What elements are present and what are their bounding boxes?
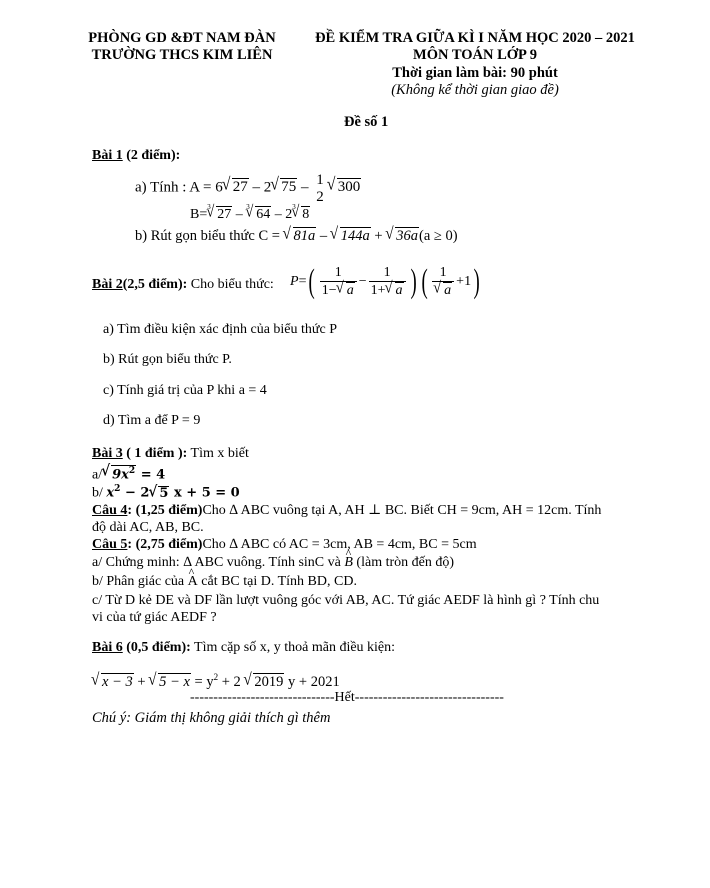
exam-title: ĐỀ KIỂM TRA GIỮA KÌ I NĂM HỌC 2020 – 2021 — [315, 30, 635, 46]
sqrt-2019: √ 2019 — [244, 673, 284, 691]
bai6-title: Bài 6 — [92, 640, 123, 655]
frac-1-minus: $\frac{1}{1-√ a}$ — [320, 265, 357, 299]
sqrt-5: √ 5 — [149, 486, 169, 502]
bai6-equation: √ x − 3 + √ $5 - x = y^2 + 2$ √ 2019 y + 2021 — [92, 672, 340, 691]
bai1-b: B= √ 3 27 – √ 3 64 – 2 √ 3 8 — [190, 206, 310, 224]
bai3-points: ( 1 điểm ): — [122, 446, 188, 461]
bai2-title: Bài 2 — [92, 277, 123, 292]
bai3-title: Bài 3 — [92, 446, 123, 461]
cau4-title: Câu 4 — [92, 503, 128, 518]
bai1-points: (2 điểm): — [122, 148, 181, 163]
sqrt-9x2: √ $9x^2$ — [102, 465, 136, 483]
cbrt-8: √ 3 8 — [292, 206, 310, 224]
sqrt-81a: √ 81a — [284, 227, 317, 245]
sqrt-36a: √ 36a — [386, 227, 419, 245]
bai3-a: a/√ $9x^2 = 4$ — [92, 465, 165, 484]
end-marker: -------------------------------Hết-------------------------------- — [190, 690, 504, 705]
bai2-points: (2,5 điểm): — [122, 277, 188, 292]
header-left — [82, 30, 282, 65]
frac-1-sqrt-a: 1 √ a — [432, 265, 454, 299]
cbrt-27: √ 3 27 — [207, 206, 232, 224]
bai2-formula: P = ( $\frac{1}{1-√ a}$ − $\frac{1}{1+√ a}$ ) ( 1 √ a +1 ) — [290, 259, 482, 305]
duration-note: (Không kể thời gian giao đề) — [391, 82, 559, 99]
angle-a: ^ A — [188, 574, 198, 591]
bai2-item-a: a) Tìm điều kiện xác định của biểu thức P — [103, 322, 337, 337]
bai2-item-c: c) Tính giá trị của P khi a = 4 — [103, 383, 267, 398]
bai1-a: a) Tính : A = 6√ 27 – 2√ 75 – 1 2 √ 300 — [135, 172, 361, 207]
duration: Thời gian làm bài: 90 phút — [392, 64, 558, 81]
bai1-c: b) Rút gọn biểu thức C = √ 81a – √ 144a + √ 36a(a ≥ 0) — [135, 227, 458, 245]
bai1-a-prefix: a) Tính : A = 6 — [135, 179, 223, 196]
frac-1-plus: $\frac{1}{1+√ a}$ — [369, 265, 406, 299]
cau5-line1: Câu 5: (2,75 điểm)Cho ∆ ABC có AC = 3cm, AB = 4cm, BC = 5cm — [92, 537, 477, 552]
cau5-title: Câu 5 — [92, 537, 128, 552]
angle-b: ^ B — [344, 555, 353, 572]
sqrt-75: √ 75 — [271, 178, 297, 196]
sqrt-x-minus-3: √ x − 3 — [92, 673, 134, 691]
cau5-points: : (2,75 điểm) — [127, 537, 203, 552]
fraction-half: 1 2 — [316, 172, 324, 206]
cau5-c-line2: vi của tứ giác AEDF ? — [92, 610, 217, 625]
proctor-note: Chú ý: Giám thị không giải thích gì thêm — [92, 710, 331, 726]
department-name: PHÒNG GD &ĐT NAM ĐÀN — [88, 30, 276, 46]
bai6-points: (0,5 điểm): — [122, 640, 191, 655]
bai2-item-b: b) Rút gọn biểu thức P. — [103, 352, 232, 367]
bai1-heading — [92, 148, 180, 165]
bai6-heading: Bài 6 (0,5 điểm): Tìm cặp số x, y thoả mãn điều kiện: — [92, 640, 396, 655]
bai3-b: b/ $x^2 - 2√$ 5 x + 5 = 0 — [92, 484, 240, 502]
cau4-points: : (1,25 điểm) — [127, 503, 203, 518]
sqrt-27: √ 27 — [223, 178, 249, 196]
cau4-line2: độ dài AC, AB, BC. — [92, 520, 204, 535]
paren-open-2: ( — [421, 263, 428, 300]
paren-open: ( — [309, 263, 316, 300]
exam-code: Đề số 1 — [344, 114, 389, 130]
sqrt-300: √ 300 — [328, 178, 362, 196]
paren-close-2: ) — [473, 263, 480, 300]
header-right — [300, 30, 650, 100]
sqrt-5-minus-x: √ 5 − x — [149, 673, 191, 691]
cau4-line1: Câu 4: (1,25 điểm)Cho ∆ ABC vuông tại A, AH ⊥ BC. Biết CH = 9cm, AH = 12cm. Tính — [92, 503, 602, 518]
subject-title: MÔN TOÁN LỚP 9 — [413, 47, 537, 64]
cau5-a: a/ Chứng minh: ∆ ABC vuông. Tính sinC và ^ B (làm tròn đến độ) — [92, 555, 454, 572]
cbrt-64: √ 3 64 — [246, 206, 271, 224]
bai3-heading: Bài 3 ( 1 điểm ): Tìm x biết — [92, 446, 249, 461]
sqrt-144a: √ 144a — [331, 227, 371, 245]
bai2-heading: Bài 2(2,5 điểm): Cho biểu thức: — [92, 277, 274, 292]
bai2-item-d: d) Tìm a để P = 9 — [103, 413, 201, 428]
cau5-c-line1: c/ Từ D kẻ DE và DF lần lượt vuông góc với AB, AC. Tứ giác AEDF là hình gì ? Tính chu — [92, 593, 600, 608]
bai1-title: Bài 1 — [92, 148, 123, 163]
paren-close: ) — [410, 263, 417, 300]
school-name: TRƯỜNG THCS KIM LIÊN — [91, 47, 273, 64]
cau5-b: b/ Phân giác của ^ A cắt BC tại D. Tính BD, CD. — [92, 574, 357, 591]
